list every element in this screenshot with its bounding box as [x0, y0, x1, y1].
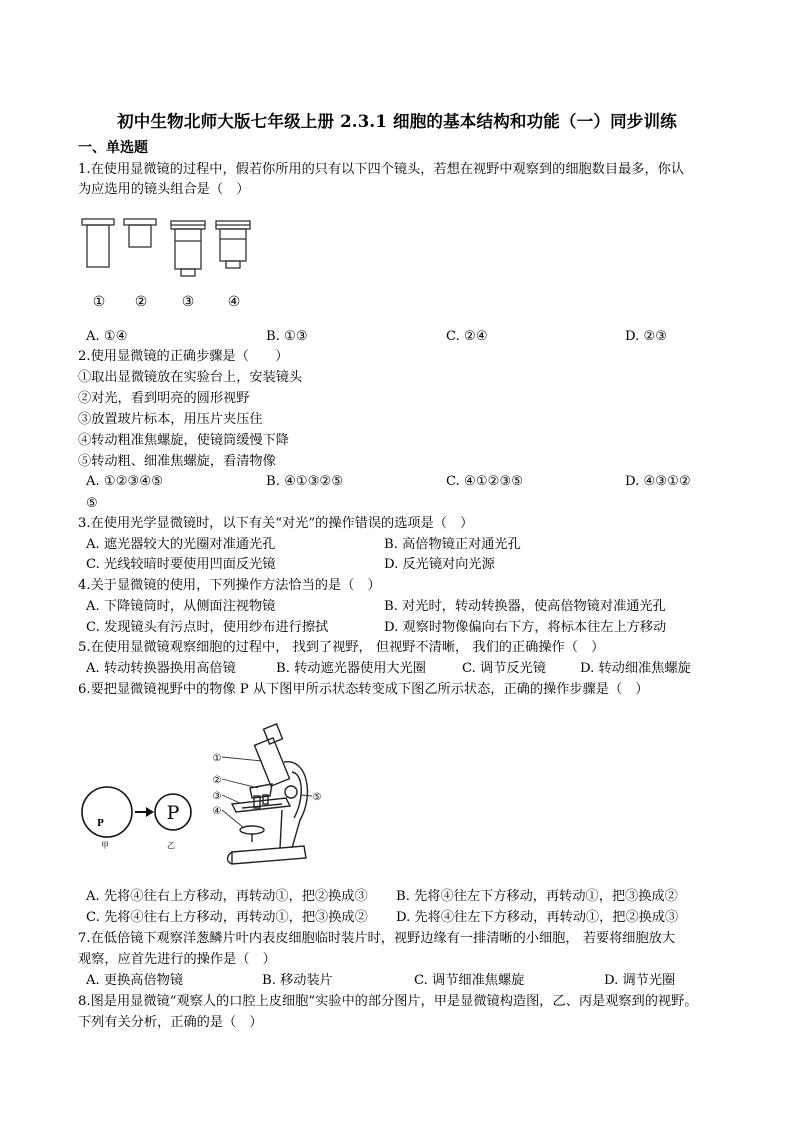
small-p-label: P: [97, 819, 104, 829]
scope-label-2: ②: [212, 775, 222, 786]
q2-option-a[interactable]: A. ①②③④⑤: [86, 474, 164, 489]
label-jia: 甲: [101, 841, 109, 850]
q1-option-c[interactable]: C. ②④: [446, 329, 488, 344]
view-circle-jia: [82, 787, 132, 837]
q2-step-4: ④转动粗准焦螺旋，使镜筒缓慢下降: [78, 433, 289, 448]
q4-option-d[interactable]: D. 观察时物像偏向右下方，将标本往左上方移动: [384, 620, 667, 635]
q8-stem-line2: 下列有关分析，正确的是（ ）: [78, 1015, 263, 1030]
q3-stem: 3.在使用光学显微镜时，以下有关“对光”的操作错误的选项是（ ）: [78, 516, 474, 531]
q7-option-d[interactable]: D. 调节光圈: [604, 973, 676, 988]
q2-option-b[interactable]: B. ④①③②⑤: [266, 474, 344, 489]
q7-stem-line1: 7.在低倍镜下观察洋葱鳞片叶内表皮细胞临时装片时，视野边缘有一排清晰的小细胞， 若要将细胞放大: [78, 931, 676, 946]
scope-label-1: ①: [212, 753, 222, 764]
q5-option-b[interactable]: B. 转动遮光器使用大光圈: [276, 661, 426, 676]
lens-4-objective-short: [216, 221, 250, 268]
q4-option-c[interactable]: C. 发现镜头有污点时，使用纱布进行擦拭: [86, 620, 329, 635]
microscope-icon: [228, 724, 308, 864]
q6-view-figure: [0, 700, 794, 880]
q7-option-c[interactable]: C. 调节细准焦螺旋: [414, 973, 525, 988]
q5-option-a[interactable]: A. 转动转换器换用高倍镜: [86, 661, 236, 676]
q7-option-a[interactable]: A. 更换高倍物镜: [86, 973, 184, 988]
q4-option-b[interactable]: B. 对光时，转动转换器，使高倍物镜对准通光孔: [384, 599, 666, 614]
q6-option-d[interactable]: D. 先将④往左下方移动，再转动①，把②换成③: [396, 910, 679, 925]
microscope-leader-lines: [222, 757, 312, 828]
q6-option-c[interactable]: C. 先将④往右上方移动，再转动①，把③换成②: [86, 910, 368, 925]
q3-option-d[interactable]: D. 反光镜对向光源: [384, 557, 495, 572]
scope-label-4: ④: [212, 806, 222, 817]
arrow-icon: [135, 807, 154, 817]
q5-option-c[interactable]: C. 调节反光镜: [462, 661, 546, 676]
page-title: 初中生物北师大版七年级上册 2.3.1 细胞的基本结构和功能（一）同步训练: [117, 112, 677, 131]
q1-stem-line1: 1.在使用显微镜的过程中，假若你所用的只有以下四个镜头，若想在视野中观察到的细胞数目最多，你认: [78, 162, 685, 177]
label-yi: 乙: [167, 841, 175, 850]
lens-2-eyepiece-short: [124, 219, 156, 247]
q2-option-d[interactable]: D. ④③①②: [625, 474, 691, 489]
q1-option-d[interactable]: D. ②③: [625, 329, 668, 344]
q2-option-d-wrap: ⑤: [86, 496, 98, 511]
q2-step-1: ①取出显微镜放在实验台上，安装镜头: [78, 370, 303, 385]
q4-option-a[interactable]: A. 下降镜筒时，从侧面注视物镜: [86, 599, 276, 614]
lens-1-eyepiece-long: [82, 219, 114, 267]
q5-stem: 5.在使用显微镜观察细胞的过程中， 找到了视野， 但视野不清晰， 我们的正确操作（ ）: [78, 640, 605, 655]
q4-stem: 4.关于显微镜的使用，下列操作方法恰当的是（ ）: [78, 578, 381, 593]
section-heading: 一、单选题: [78, 140, 148, 156]
scope-label-5: ⑤: [312, 792, 322, 803]
q2-option-c[interactable]: C. ④①②③⑤: [446, 474, 524, 489]
q2-step-5: ⑤转动粗、细准焦螺旋，看清物像: [78, 454, 276, 469]
q1-option-a[interactable]: A. ①④: [86, 329, 128, 344]
q6-stem: 6.要把显微镜视野中的物像 P 从下图甲所示状态转变成下图乙所示状态，正确的操作步骤是（ ）: [78, 682, 649, 697]
lens-label-4: ④: [227, 294, 241, 310]
scope-label-3: ③: [212, 791, 222, 802]
q7-stem-line2: 观察，应首先进行的操作是（ ）: [78, 952, 276, 967]
lens-label-2: ②: [134, 294, 148, 310]
lens-label-1: ①: [92, 294, 106, 310]
q8-stem-line1: 8.图是用显微镜“观察人的口腔上皮细胞”实验中的部分图片，甲是显微镜构造图，乙、丙是观察到的视野。: [78, 994, 698, 1009]
q1-lens-figure: [0, 215, 794, 315]
q7-option-b[interactable]: B. 移动装片: [262, 973, 333, 988]
q6-option-b[interactable]: B. 先将④往左下方移动，再转动①，把③换成②: [396, 889, 678, 904]
q1-option-b[interactable]: B. ①③: [266, 329, 308, 344]
q1-stem-line2: 为应选用的镜头组合是（ ）: [78, 182, 250, 197]
q2-stem: 2.使用显微镜的正确步骤是（ ）: [78, 349, 289, 364]
big-p-label: P: [166, 802, 180, 824]
lens-3-objective-long: [171, 221, 205, 276]
q5-option-d[interactable]: D. 转动细准焦螺旋: [580, 661, 691, 676]
q6-option-a[interactable]: A. 先将④往右上方移动，再转动①，把②换成③: [86, 889, 368, 904]
lens-label-3: ③: [181, 294, 195, 310]
q3-option-a[interactable]: A. 遮光器较大的光圈对准通光孔: [86, 537, 276, 552]
q3-option-c[interactable]: C. 光线较暗时要使用凹面反光镜: [86, 557, 276, 572]
q3-option-b[interactable]: B. 高倍物镜正对通光孔: [384, 537, 521, 552]
q2-step-2: ②对光，看到明亮的圆形视野: [78, 391, 250, 406]
q2-step-3: ③放置玻片标本，用压片夹压住: [78, 412, 263, 427]
